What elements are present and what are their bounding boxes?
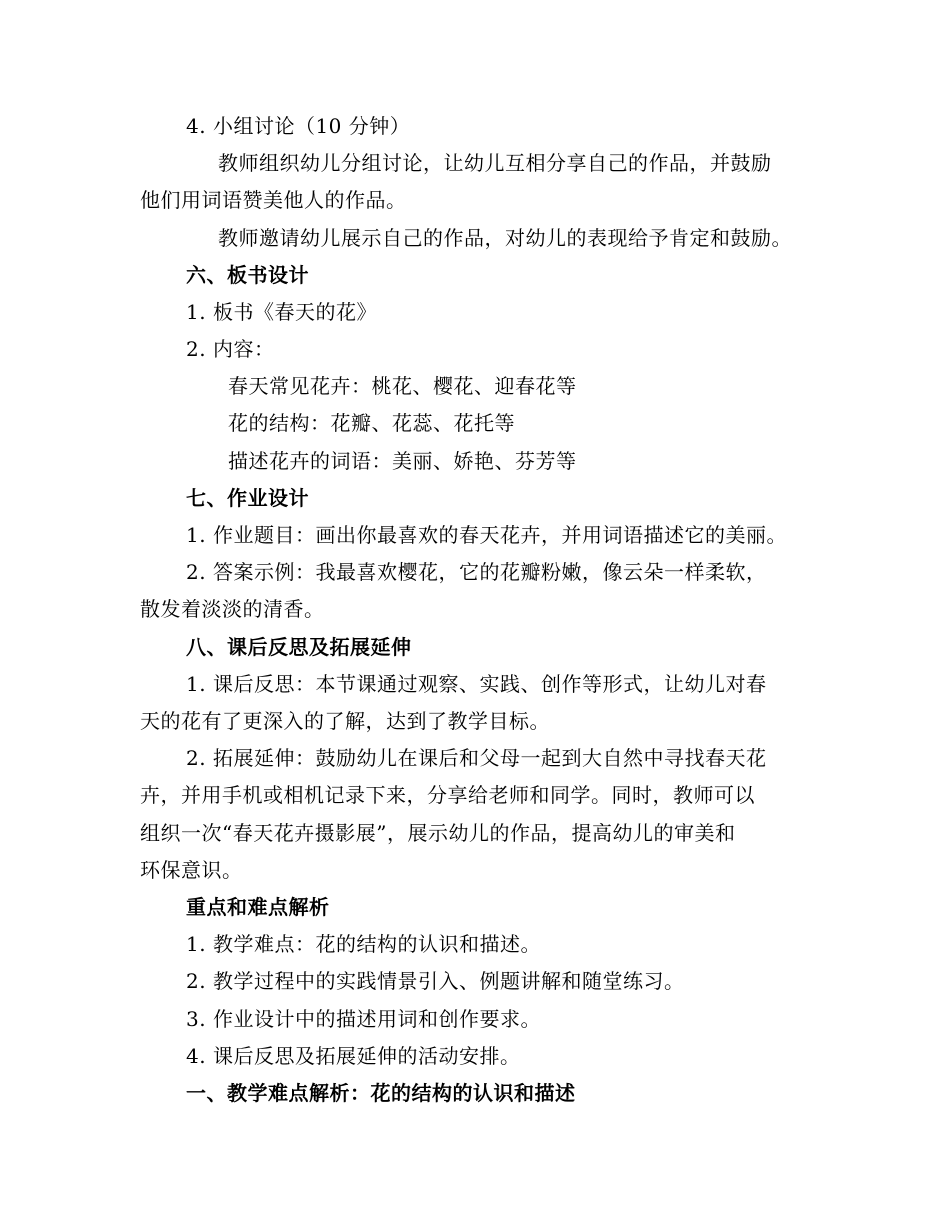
item-board-content: 2. 内容： (186, 337, 275, 361)
item-answer-example-line-1: 2. 答案示例：我最喜欢樱花，它的花瓣粉嫩，像云朵一样柔软， (186, 560, 767, 584)
content-common-flowers: 春天常见花卉：桃花、樱花、迎春花等 (228, 374, 577, 398)
item-answer-example-line-2: 散发着淡淡的清香。 (140, 597, 325, 621)
item-difficulty-4: 4. 课后反思及拓展延伸的活动安排。 (186, 1044, 521, 1068)
heading-reflection-extension: 八、课后反思及拓展延伸 (186, 635, 412, 659)
heading-key-difficult-points: 重点和难点解析 (186, 895, 330, 919)
item-extension-line-4: 环保意识。 (140, 858, 243, 882)
paragraph-discussion-line-1: 教师组织幼儿分组讨论，让幼儿互相分享自己的作品，并鼓励 (218, 151, 772, 175)
paragraph-showcase: 教师邀请幼儿展示自己的作品，对幼儿的表现给予肯定和鼓励。 (218, 226, 792, 250)
item-board-title: 1. 板书《春天的花》 (186, 300, 377, 324)
item-difficulty-1: 1. 教学难点：花的结构的认识和描述。 (186, 932, 541, 956)
paragraph-discussion-line-2: 他们用词语赞美他人的作品。 (140, 188, 407, 212)
content-describing-words: 描述花卉的词语：美丽、娇艳、芬芳等 (228, 449, 577, 473)
item-homework-topic: 1. 作业题目：画出你最喜欢的春天花卉，并用词语描述它的美丽。 (186, 523, 787, 547)
heading-homework-design: 七、作业设计 (186, 486, 309, 510)
item-group-discussion: 4. 小组讨论（10 分钟） (186, 114, 411, 138)
content-flower-structure: 花的结构：花瓣、花蕊、花托等 (228, 411, 515, 435)
item-reflection-line-1: 1. 课后反思：本节课通过观察、实践、创作等形式，让幼儿对春 (186, 672, 767, 696)
item-extension-line-1: 2. 拓展延伸：鼓励幼儿在课后和父母一起到大自然中寻找春天花 (186, 746, 767, 770)
item-extension-line-2: 卉，并用手机或相机记录下来，分享给老师和同学。同时，教师可以 (140, 783, 755, 807)
item-reflection-line-2: 天的花有了更深入的了解，达到了教学目标。 (140, 709, 550, 733)
item-extension-line-3: 组织一次“春天花卉摄影展”，展示幼儿的作品，提高幼儿的审美和 (140, 821, 736, 845)
heading-board-design: 六、板书设计 (186, 263, 309, 287)
item-difficulty-2: 2. 教学过程中的实践情景引入、例题讲解和随堂练习。 (186, 969, 685, 993)
item-difficulty-3: 3. 作业设计中的描述用词和创作要求。 (186, 1007, 541, 1031)
heading-difficulty-analysis: 一、教学难点解析：花的结构的认识和描述 (186, 1081, 576, 1105)
